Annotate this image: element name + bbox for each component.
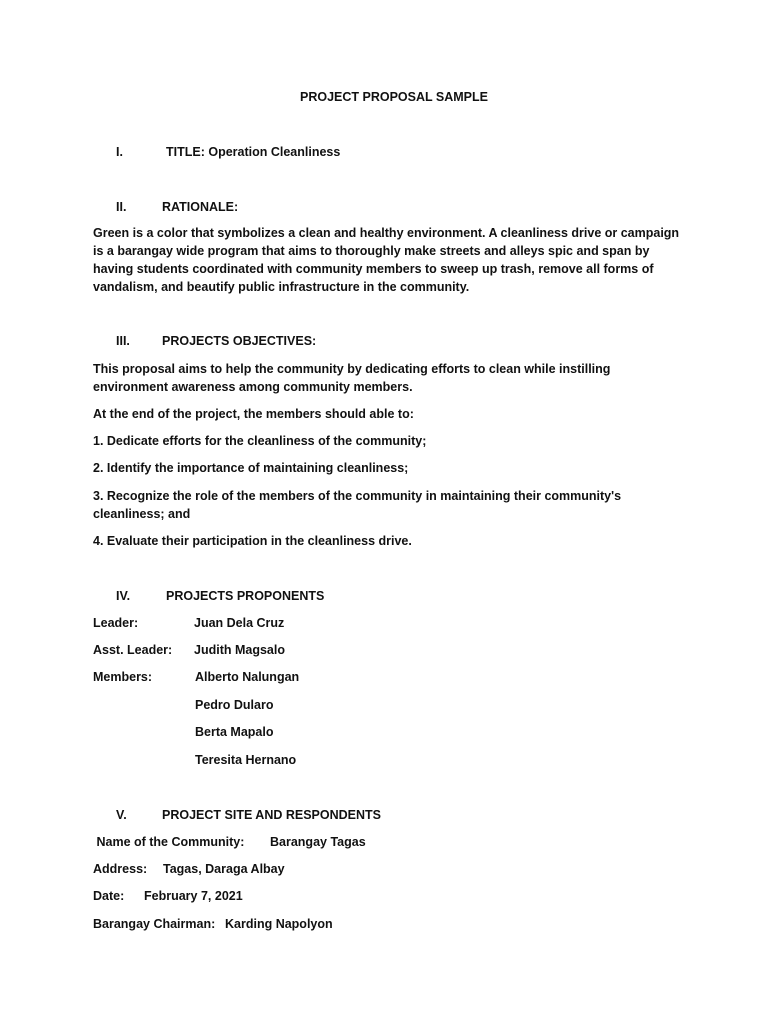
member-name: Alberto Nalungan xyxy=(195,670,300,684)
objectives-lead: At the end of the project, the members should able to: xyxy=(93,407,414,421)
member-name: Pedro Dularo xyxy=(195,698,274,712)
address-label: Address: xyxy=(93,862,148,876)
section-2-heading: RATIONALE: xyxy=(162,200,239,214)
section-3-number: III. xyxy=(116,334,130,348)
chairman-label: Barangay Chairman: xyxy=(93,917,216,931)
objective-item: 2. Identify the importance of maintaining cleanliness; xyxy=(93,461,409,475)
address-value: Tagas, Daraga Albay xyxy=(163,862,285,876)
section-5-number: V. xyxy=(116,808,127,822)
section-4-heading: PROJECTS PROPONENTS xyxy=(166,589,325,603)
date-label: Date: xyxy=(93,889,125,903)
community-label: Name of the Community: xyxy=(93,835,245,849)
member-name: Teresita Hernano xyxy=(195,753,297,767)
leader-label: Leader: xyxy=(93,616,139,630)
objective-item: 3. Recognize the role of the members of the community in maintaining their community's cleanliness; and xyxy=(93,489,622,521)
objective-item: 1. Dedicate efforts for the cleanliness of the community; xyxy=(93,434,427,448)
community-value: Barangay Tagas xyxy=(270,835,366,849)
section-1-number: I. xyxy=(116,145,123,159)
member-name: Berta Mapalo xyxy=(195,725,274,739)
section-3-heading: PROJECTS OBJECTIVES: xyxy=(162,334,317,348)
section-1-heading: TITLE: Operation Cleanliness xyxy=(166,145,341,159)
members-label: Members: xyxy=(93,670,153,684)
date-value: February 7, 2021 xyxy=(144,889,243,903)
objective-item: 4. Evaluate their participation in the cleanliness drive. xyxy=(93,534,412,548)
section-4-number: IV. xyxy=(116,589,131,603)
section-5-heading: PROJECT SITE AND RESPONDENTS xyxy=(162,808,382,822)
document-title: PROJECT PROPOSAL SAMPLE xyxy=(300,90,488,104)
section-2-number: II. xyxy=(116,200,127,214)
leader-value: Juan Dela Cruz xyxy=(194,616,285,630)
asst-leader-value: Judith Magsalo xyxy=(194,643,285,657)
chairman-value: Karding Napolyon xyxy=(225,917,333,931)
rationale-paragraph: Green is a color that symbolizes a clean and healthy environment. A cleanliness drive or campaign is a barangay wide program that aims to thoroughly make streets and alleys spic and span by having students coordinated with community members to sweep up trash, remove all forms of vandalism, and beautify public infrastructure in the community. xyxy=(93,226,680,294)
objectives-intro: This proposal aims to help the community by dedicating efforts to clean while instilling environment awareness among community members. xyxy=(93,362,611,394)
asst-leader-label: Asst. Leader: xyxy=(93,643,173,657)
